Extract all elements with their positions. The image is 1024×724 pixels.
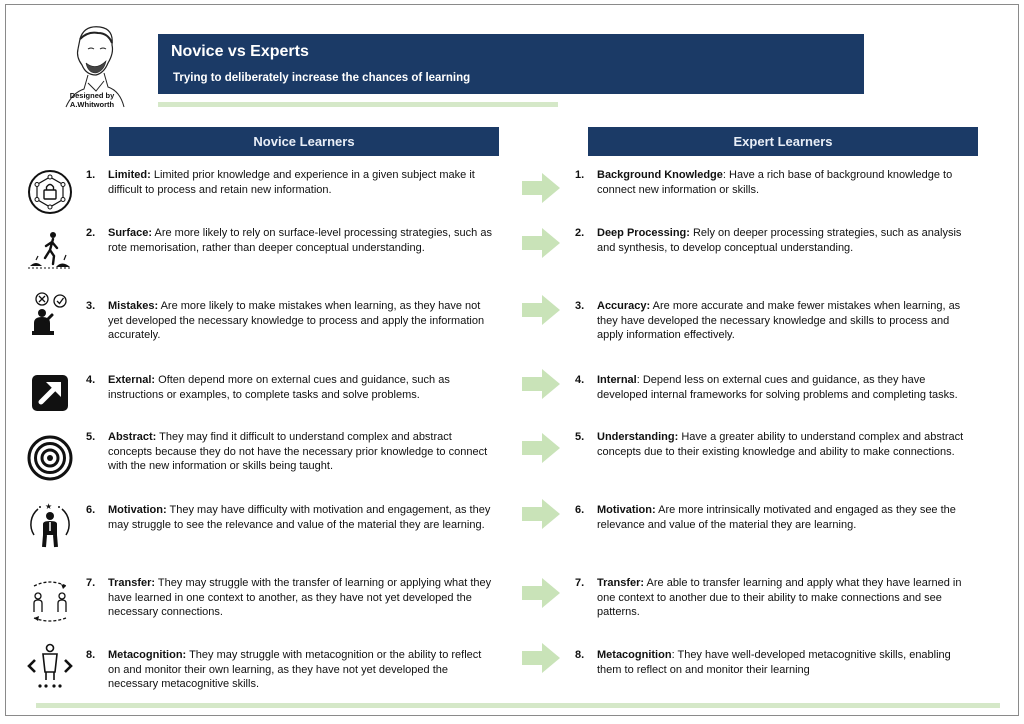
expert-label: Metacognition (597, 649, 672, 661)
expert-text: Are able to transfer learning and apply what they have learned in one context to another due to their ability to make connections and see patterns. (597, 577, 962, 618)
novice-label: Metacognition: (108, 649, 187, 661)
expert-text: : Depend less on external cues and guidance, as they have developed internal frameworks for solving problems and completing tasks. (597, 374, 958, 401)
arrow-right-icon (522, 369, 560, 399)
item-number: 2. (86, 227, 96, 239)
expert-text: Have a greater ability to understand complex and abstract concepts due to their existing knowledge and ability to make connections. (597, 431, 964, 458)
walking-figure-icon (26, 226, 74, 274)
novice-label: Motivation: (108, 504, 167, 516)
arrow-right-icon (522, 295, 560, 325)
infographic-page (5, 4, 1019, 716)
novice-text: They may have difficulty with motivation and engagement, as they may struggle to see the relevance and value of the material they are learning. (108, 504, 491, 531)
page-title: Novice vs Experts (171, 43, 309, 60)
expert-label: Internal (597, 374, 637, 386)
novice-text: They may find it difficult to understand complex and abstract concepts because they do not have the necessary prior knowledge to connect with the new information or skills being taught. (108, 431, 488, 472)
item-number: 2. (575, 227, 585, 239)
novice-label: Transfer: (108, 577, 156, 589)
bottom-divider (36, 703, 1000, 708)
title-underline (158, 102, 558, 107)
novice-text: Are more likely to make mistakes when learning, as they have not yet developed the necessary knowledge to process and apply the information accurately. (108, 300, 485, 341)
novice-label: Abstract: (108, 431, 157, 443)
motivated-person-icon (26, 501, 74, 549)
expert-text: Are more intrinsically motivated and engaged as they see the relevance and value of the material they are learning. (597, 504, 956, 531)
page-subtitle: Trying to deliberately increase the chances of learning (173, 72, 471, 84)
item-number: 3. (575, 300, 585, 312)
item-number: 3. (86, 300, 96, 312)
arrow-right-icon (522, 433, 560, 463)
transfer-people-icon (26, 576, 74, 624)
expert-label: Understanding: (597, 431, 679, 443)
item-number: 8. (86, 649, 96, 661)
lock-network-icon (26, 168, 74, 216)
designer-credit: Designed by A.Whitworth (69, 91, 115, 109)
metacognition-person-icon (26, 642, 74, 690)
novice-label: External: (108, 374, 156, 386)
expert-label: Accuracy: (597, 300, 651, 312)
item-number: 5. (86, 431, 96, 443)
novice-label: Mistakes: (108, 300, 159, 312)
novice-text: Are more likely to rely on surface-level processing strategies, such as rote memorisation, rather than deeper conceptual understanding. (108, 227, 492, 254)
target-icon (26, 434, 74, 482)
item-number: 1. (575, 169, 585, 181)
novice-text: They may struggle with the transfer of learning or applying what they have learned in one context to another, as they have not yet developed the necessary connections. (108, 577, 492, 618)
svg-text:★: ★ (45, 502, 53, 511)
expert-label: Background Knowledge (597, 169, 723, 181)
item-number: 4. (575, 374, 585, 386)
novice-text: Often depend more on external cues and guidance, such as instructions or examples, to complete tasks and solve problems. (108, 374, 450, 401)
item-number: 7. (575, 577, 585, 589)
expert-text: : They have well-developed metacognitive skills, enabling them to reflect on and monitor their learning (597, 649, 951, 676)
item-number: 1. (86, 169, 96, 181)
arrow-right-icon (522, 173, 560, 203)
item-number: 8. (575, 649, 585, 661)
novice-label: Limited: (108, 169, 151, 181)
expert-text: : Have a rich base of background knowledge to connect new information or skills. (597, 169, 953, 196)
external-arrow-icon (26, 369, 74, 417)
item-number: 6. (575, 504, 585, 516)
confused-person-icon (26, 291, 74, 339)
item-number: 5. (575, 431, 585, 443)
novice-text: Limited prior knowledge and experience in a given subject make it difficult to process and retain new information. (108, 169, 475, 196)
expert-label: Transfer: (597, 577, 645, 589)
expert-label: Deep Processing: (597, 227, 690, 239)
title-banner (158, 34, 864, 94)
arrow-right-icon (522, 578, 560, 608)
expert-text: Are more accurate and make fewer mistakes when learning, as they have developed the necessary knowledge and skills to process and apply information effectively. (597, 300, 961, 341)
arrow-right-icon (522, 499, 560, 529)
item-number: 4. (86, 374, 96, 386)
novice-column-header: Novice Learners (109, 127, 499, 156)
item-number: 6. (86, 504, 96, 516)
novice-label: Surface: (108, 227, 153, 239)
expert-column-header: Expert Learners (588, 127, 978, 156)
item-number: 7. (86, 577, 96, 589)
expert-text: Rely on deeper processing strategies, such as analysis and synthesis, to develop conceptual understanding. (597, 227, 962, 254)
arrow-right-icon (522, 643, 560, 673)
novice-text: They may struggle with metacognition or the ability to reflect on and monitor their own learning, as they have not yet developed the necessary metacognitive skills. (108, 649, 482, 690)
arrow-right-icon (522, 228, 560, 258)
expert-label: Motivation: (597, 504, 656, 516)
